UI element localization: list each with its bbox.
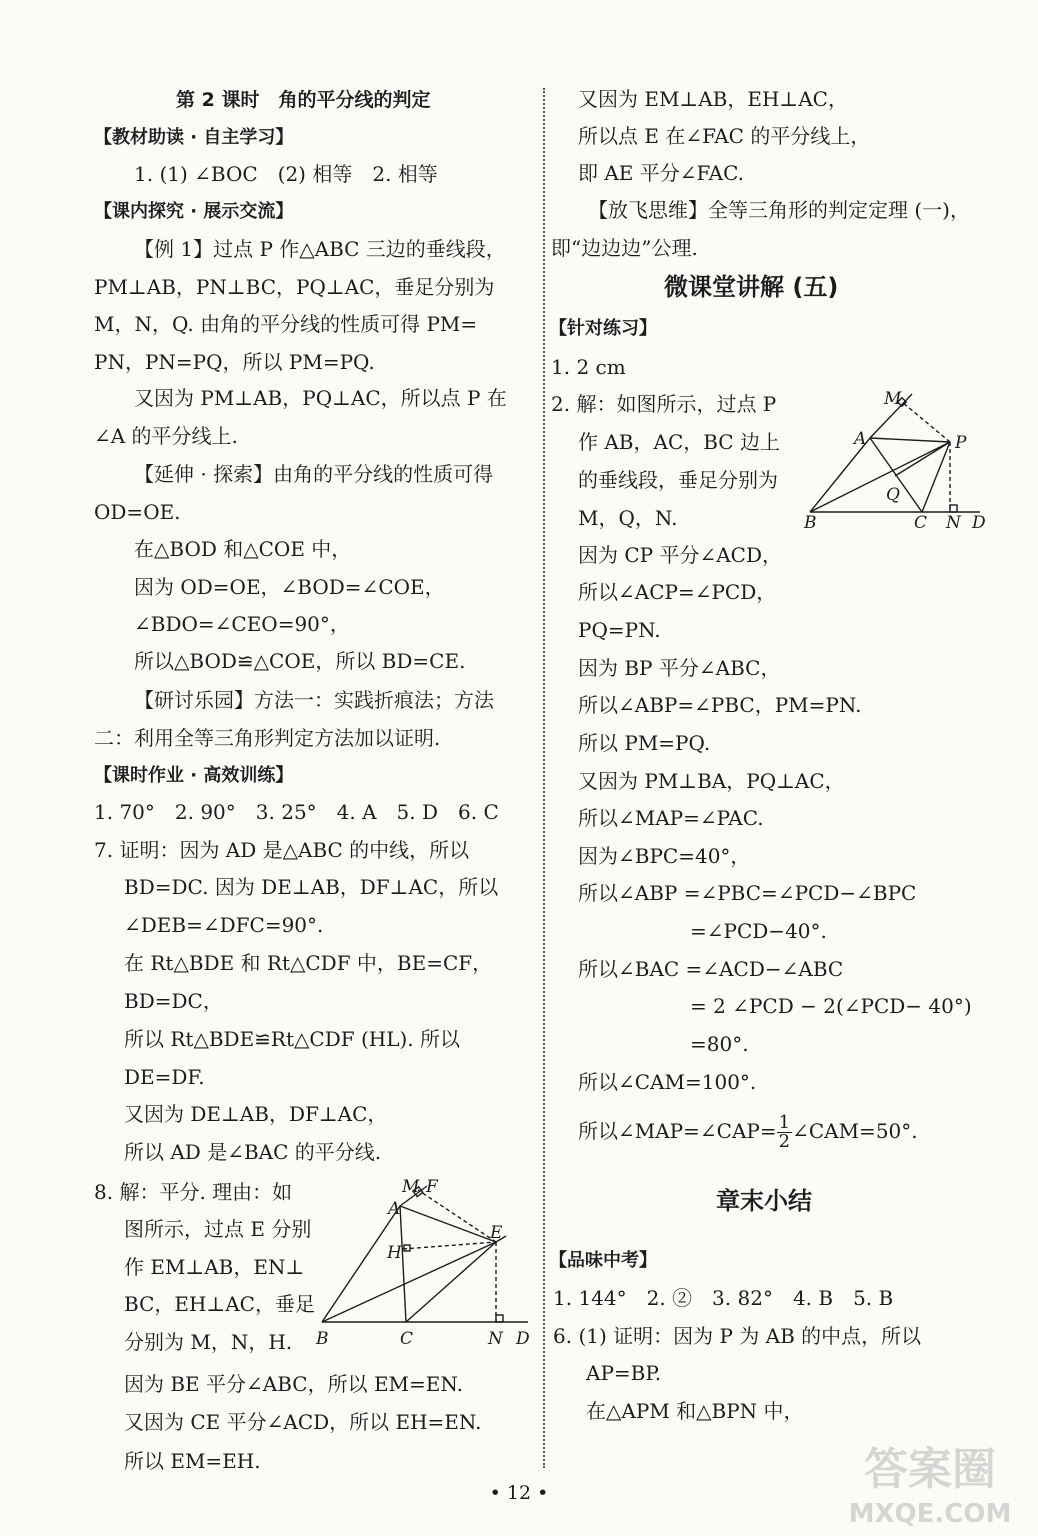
text-line: ∠A 的平分线上. [94,424,238,448]
page-number: • 12 • [489,1482,549,1504]
text-line: 【放飞思维】全等三角形的判定定理 (一)， [588,198,970,222]
fraction-denominator: 2 [778,1131,791,1152]
fraction-numerator: 1 [778,1112,791,1133]
answer-line: 1. 144° 2. ② 3. 82° 4. B 5. B [553,1286,894,1310]
fig2-label-M: M [884,389,902,409]
text-line: 所以∠CAM=100°. [578,1070,757,1094]
text-line: 所以△BOD≌△COE，所以 BD=CE. [134,649,466,673]
text-line: 因为 OD=OE，∠BOD=∠COE， [134,575,445,599]
watermark-text: 答案圈 [864,1444,996,1495]
text-line: PQ=PN. [578,618,661,642]
fig2-label-A: A [854,429,867,449]
text-line: =∠PCD−40°. [690,919,827,943]
text-line: M，Q，N. [578,506,678,530]
text-line-with-fraction [578,1114,918,1151]
lesson-title: 第 2 课时 角的平分线的判定 [176,89,431,111]
column-divider [543,88,545,1468]
text-line: 在△BOD 和△COE 中， [134,537,352,561]
fig1-label-C: C [400,1329,414,1349]
text-line: DE=DF. [124,1065,205,1089]
text-line: M，N，Q. 由角的平分线的性质可得 PM= [94,312,478,336]
section-heading: 【针对练习】 [549,318,657,339]
text-line: 所以∠BAC =∠ACD−∠ABC [578,957,844,981]
text-line: 又因为 PM⊥BA，PQ⊥AC， [578,769,845,793]
text-line: 【例 1】过点 P 作△ABC 三边的垂线段， [134,237,506,261]
fig1-label-E: E [490,1223,503,1243]
section-heading: 【课内探究 · 展示交流】 [94,201,294,222]
text-line: 所以 EM=EH. [124,1449,261,1473]
text-line: =80°. [690,1032,749,1056]
fig1-label-D: D [516,1329,530,1349]
fig1-label-B: B [316,1329,329,1349]
text-line: 作 AB，AC，BC 边上 [578,430,780,454]
text-line: BD=DC. 因为 DE⊥AB，DF⊥AC，所以 [124,875,499,899]
text-line: BD=DC， [124,989,223,1013]
text-line: 所以点 E 在∠FAC 的平分线上， [578,124,871,148]
text-line: 所以∠MAP=∠PAC. [578,806,764,830]
text-line: 的垂线段，垂足分别为 [578,468,778,492]
text-line: 7. 证明：因为 AD 是△ABC 的中线，所以 [94,838,470,862]
text-line: 8. 解：平分. 理由：如 [94,1180,293,1204]
text-line: 所以∠ABP =∠PBC=∠PCD−∠BPC [578,881,917,905]
text-line: 因为 BE 平分∠ABC，所以 EM=EN. [124,1372,463,1396]
text-line: 在△APM 和△BPN 中， [586,1399,804,1423]
text-line: 【研讨乐园】方法一：实践折痕法；方法 [134,688,494,712]
fraction-one-half [777,1114,792,1151]
fig2-label-N: N [946,513,961,533]
text-line: PN，PN=PQ，所以 PM=PQ. [94,350,375,374]
text-line: 又因为 EM⊥AB，EH⊥AC， [578,87,848,111]
fig2-label-B: B [804,513,817,533]
text-line: ∠BDO=∠CEO=90°， [134,612,350,636]
text-line: 所以∠ACP=∠PCD， [578,580,777,604]
text-line: AP=BP. [586,1361,662,1385]
text-line: 所以 Rt△BDE≌Rt△CDF (HL). 所以 [124,1027,461,1051]
text-line: 又因为 DE⊥AB，DF⊥AC， [124,1102,388,1126]
fig2-label-P: P [955,433,967,453]
text-line: 【延伸 · 探索】由角的平分线的性质可得 [134,462,494,486]
text-line: 分别为 M，N，H. [124,1330,293,1354]
watermark-logo [830,1436,1030,1532]
fig2-label-D: D [972,513,986,533]
text-line: PM⊥AB，PN⊥BC，PQ⊥AC，垂足分别为 [94,275,495,299]
section-heading: 【课时作业 · 高效训练】 [94,765,294,786]
text-line: BC，EH⊥AC，垂足 [124,1292,315,1316]
answer-line: 1. 2 cm [551,355,626,379]
fig1-label-F: F [426,1177,438,1197]
text-line: ∠DEB=∠DFC=90°. [124,913,324,937]
section-title: 章末小结 [716,1187,812,1215]
fraction-prefix: 所以∠MAP=∠CAP= [578,1119,777,1143]
watermark-url: MXQE.COM [848,1499,1012,1529]
text-line: 所以 PM=PQ. [578,731,711,755]
text-line: 因为∠BPC=40°， [578,844,751,868]
text-line: 即“边边边”公理. [551,236,698,260]
section-heading: 【品味中考】 [549,1250,657,1271]
fig1-label-M: M [402,1177,420,1197]
text-line: 所以∠ABP=∠PBC，PM=PN. [578,693,862,717]
fig2-label-Q: Q [886,485,900,505]
text-line: 又因为 CE 平分∠ACD，所以 EH=EN. [124,1410,482,1434]
section-heading: 【教材助读 · 自主学习】 [94,127,294,148]
geometry-figure-angle-bisector [310,1172,540,1352]
text-line: 在 Rt△BDE 和 Rt△CDF 中，BE=CF， [124,951,493,975]
text-line: = 2 ∠PCD − 2(∠PCD− 40°) [690,994,972,1018]
text-line: 又因为 PM⊥AB，PQ⊥AC，所以点 P 在 [134,386,507,410]
fig1-label-A: A [388,1199,401,1219]
answer-line: 1. (1) ∠BOC (2) 相等 2. 相等 [134,162,438,186]
section-title: 微课堂讲解 (五) [664,273,839,301]
text-line: 6. (1) 证明：因为 P 为 AB 的中点，所以 [553,1324,922,1348]
text-line: 作 EM⊥AB，EN⊥ [124,1255,305,1279]
text-line: 因为 BP 平分∠ABC， [578,656,781,680]
answer-line: 1. 70° 2. 90° 3. 25° 4. A 5. D 6. C [94,800,499,824]
text-line: OD=OE. [94,500,181,524]
text-line: 二：利用全等三角形判定方法加以证明. [94,726,441,750]
fig2-label-C: C [914,513,928,533]
fraction-suffix: ∠CAM=50°. [792,1119,918,1143]
text-line: 所以 AD 是∠BAC 的平分线. [124,1140,382,1164]
text-line: 2. 解：如图所示，过点 P [551,392,777,416]
fig1-label-N: N [488,1329,503,1349]
text-line: 因为 CP 平分∠ACD， [578,543,783,567]
geometry-figure-exterior-bisector [800,386,1000,536]
text-line: 图所示，过点 E 分别 [124,1217,312,1241]
text-line: 即 AE 平分∠FAC. [578,161,745,185]
fig1-label-H: H [387,1243,402,1263]
